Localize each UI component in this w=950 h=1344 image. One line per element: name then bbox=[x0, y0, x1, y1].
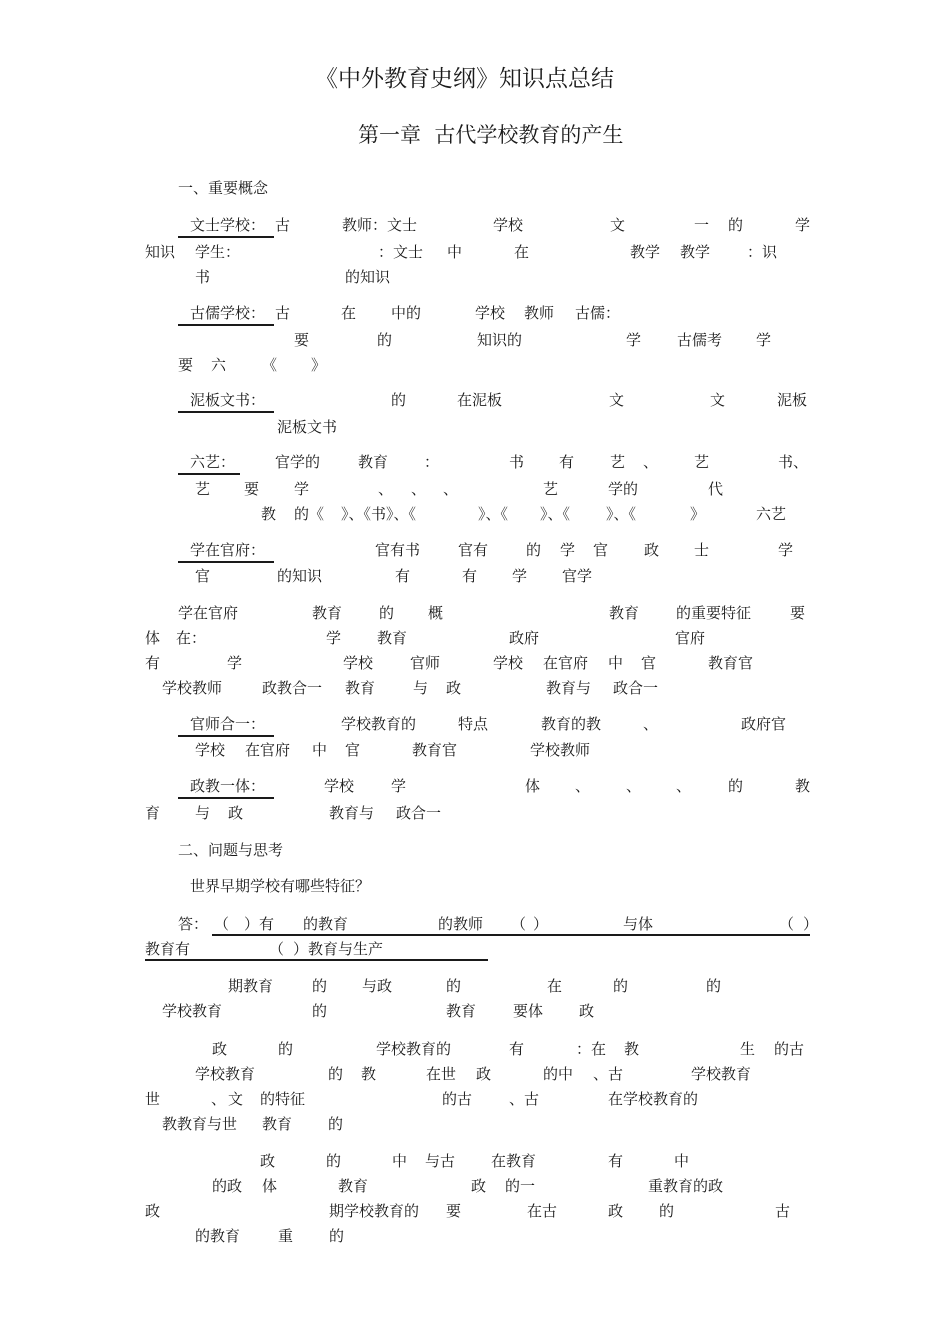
chapter-heading: 第一章 古代学校教育的产生 bbox=[358, 123, 624, 147]
text-fragment: （ bbox=[269, 940, 285, 958]
text-fragment: 在 bbox=[341, 304, 357, 322]
text-fragment: 六艺 bbox=[756, 505, 787, 523]
text-fragment: 中 bbox=[392, 1152, 408, 1170]
text-fragment: 的 bbox=[379, 604, 395, 622]
text-fragment: 特点 bbox=[458, 715, 489, 733]
text-fragment: 、 bbox=[643, 715, 659, 733]
text-fragment: 的知识 bbox=[345, 268, 391, 286]
text-fragment: 有 bbox=[608, 1152, 624, 1170]
text-fragment: 》、《书》、《 bbox=[341, 505, 417, 523]
text-fragment: 文 bbox=[228, 1090, 244, 1108]
text-fragment: 教 bbox=[795, 777, 811, 795]
text-fragment: 官师 bbox=[410, 654, 441, 672]
text-fragment: 、 bbox=[378, 480, 394, 498]
text-fragment: 学在官府 bbox=[178, 604, 239, 622]
text-fragment: 文 bbox=[710, 391, 726, 409]
text-fragment: 、 bbox=[575, 777, 591, 795]
text-fragment: 官 bbox=[195, 567, 211, 585]
text-fragment: 政 bbox=[446, 679, 462, 697]
text-fragment: 政 bbox=[644, 541, 660, 559]
text-fragment: 文 bbox=[609, 391, 625, 409]
text-fragment: 六 bbox=[211, 356, 227, 374]
question-text: 世界早期学校有哪些特征？ bbox=[190, 877, 371, 895]
text-fragment: 的 bbox=[613, 977, 629, 995]
text-fragment: 教育的教 bbox=[541, 715, 602, 733]
text-fragment: 、 bbox=[626, 777, 642, 795]
text-fragment: 书 bbox=[195, 268, 211, 286]
text-fragment: 学校教育的 bbox=[376, 1040, 452, 1058]
text-fragment: 、 bbox=[643, 453, 659, 471]
text-fragment: 学 bbox=[326, 629, 342, 647]
text-fragment: ） bbox=[533, 915, 549, 933]
text-fragment: 政合一 bbox=[613, 679, 659, 697]
text-fragment: ：文士 bbox=[378, 243, 424, 261]
text-fragment: 的 bbox=[526, 541, 542, 559]
text-fragment: 的一 bbox=[505, 1177, 536, 1195]
text-fragment: 古 bbox=[275, 304, 291, 322]
term-label: 泥板文书： bbox=[190, 391, 266, 409]
term-underline bbox=[178, 561, 274, 563]
text-fragment: 古 bbox=[275, 216, 291, 234]
text-fragment: 在古 bbox=[527, 1202, 558, 1220]
text-fragment: 的教育 bbox=[303, 915, 349, 933]
text-fragment: 要 bbox=[244, 480, 260, 498]
text-fragment: 教育 bbox=[609, 604, 640, 622]
text-fragment: 有 bbox=[145, 654, 161, 672]
term-label: 六艺： bbox=[190, 453, 236, 471]
text-fragment: 的特征 bbox=[260, 1090, 306, 1108]
text-fragment: 的 bbox=[377, 331, 393, 349]
text-fragment: 学校教育的 bbox=[341, 715, 417, 733]
text-fragment: 要体 bbox=[513, 1002, 544, 1020]
text-fragment: 》 bbox=[311, 356, 327, 374]
text-fragment: 政 bbox=[212, 1040, 228, 1058]
text-fragment: 的古 bbox=[442, 1090, 473, 1108]
term-underline bbox=[178, 411, 274, 413]
text-fragment: ：在 bbox=[576, 1040, 607, 1058]
text-fragment: 在教育 bbox=[491, 1152, 537, 1170]
text-fragment: 的教育 bbox=[195, 1227, 241, 1245]
text-fragment: 期学校教育的 bbox=[329, 1202, 420, 1220]
text-fragment: 学 bbox=[227, 654, 243, 672]
text-fragment: 学 bbox=[626, 331, 642, 349]
text-fragment: 要 bbox=[790, 604, 806, 622]
text-fragment: 教教育与世 bbox=[162, 1115, 238, 1133]
text-fragment: 学 bbox=[795, 216, 811, 234]
text-fragment: 有 bbox=[509, 1040, 525, 1058]
text-fragment: 古 bbox=[775, 1202, 791, 1220]
text-fragment: 在 bbox=[514, 243, 530, 261]
text-fragment: 重 bbox=[278, 1227, 294, 1245]
text-fragment: 学 bbox=[512, 567, 528, 585]
text-fragment: 官府 bbox=[675, 629, 706, 647]
text-fragment: 的 bbox=[326, 1152, 342, 1170]
text-fragment: 教育 bbox=[377, 629, 408, 647]
text-fragment: 》、《 bbox=[540, 505, 571, 523]
text-fragment: ）有 bbox=[244, 915, 275, 933]
text-fragment: 学校 bbox=[324, 777, 355, 795]
text-fragment: 育 bbox=[145, 804, 161, 822]
section-heading: 二、问题与思考 bbox=[178, 841, 284, 859]
text-fragment: 的 bbox=[446, 977, 462, 995]
text-fragment: 政 bbox=[471, 1177, 487, 1195]
text-fragment: 在官府 bbox=[543, 654, 589, 672]
text-fragment: 教 bbox=[361, 1065, 377, 1083]
term-underline bbox=[178, 324, 274, 326]
text-fragment: 的教师 bbox=[438, 915, 484, 933]
text-fragment: 泥板 bbox=[777, 391, 808, 409]
text-fragment: 重教育的政 bbox=[648, 1177, 724, 1195]
text-fragment: 学校 bbox=[475, 304, 506, 322]
text-fragment: 古儒： bbox=[575, 304, 621, 322]
text-fragment: 学校 bbox=[493, 216, 524, 234]
text-fragment: 艺 bbox=[610, 453, 626, 471]
text-fragment: 政 bbox=[476, 1065, 492, 1083]
text-fragment: 教师 bbox=[524, 304, 555, 322]
text-fragment: 中的 bbox=[391, 304, 422, 322]
text-fragment: 生 bbox=[740, 1040, 756, 1058]
text-fragment: （ bbox=[511, 915, 527, 933]
text-fragment: 政教合一 bbox=[262, 679, 323, 697]
text-fragment: 要 bbox=[446, 1202, 462, 1220]
text-fragment: 学 bbox=[294, 480, 310, 498]
text-fragment: 政 bbox=[228, 804, 244, 822]
text-fragment: 官有书 bbox=[375, 541, 421, 559]
text-fragment: 官 bbox=[345, 741, 361, 759]
text-fragment: 的 bbox=[278, 1040, 294, 1058]
text-fragment: 教 bbox=[261, 505, 277, 523]
term-underline bbox=[178, 735, 274, 737]
text-fragment: 的 bbox=[659, 1202, 675, 1220]
text-fragment: 教育有 bbox=[145, 940, 191, 958]
text-fragment: 古儒考 bbox=[677, 331, 723, 349]
text-fragment: 教育与 bbox=[329, 804, 375, 822]
text-fragment: 的古 bbox=[774, 1040, 805, 1058]
text-fragment: 有 bbox=[559, 453, 575, 471]
term-label: 古儒学校： bbox=[190, 304, 266, 322]
text-fragment: 期教育 bbox=[228, 977, 274, 995]
text-fragment: 学校教育 bbox=[162, 1002, 223, 1020]
text-fragment: 的 bbox=[312, 1002, 328, 1020]
text-fragment: 体 bbox=[145, 629, 161, 647]
text-fragment: 有 bbox=[462, 567, 478, 585]
text-fragment: 、 bbox=[443, 480, 459, 498]
text-fragment: 与政 bbox=[362, 977, 393, 995]
text-fragment: 教 bbox=[624, 1040, 640, 1058]
text-fragment: 学校教师 bbox=[162, 679, 223, 697]
text-fragment: 教育 bbox=[262, 1115, 293, 1133]
text-fragment: 政府 bbox=[509, 629, 540, 647]
term-underline bbox=[178, 236, 274, 238]
text-fragment: 概 bbox=[428, 604, 444, 622]
text-fragment: 在学校教育的 bbox=[608, 1090, 699, 1108]
text-fragment: 学校 bbox=[195, 741, 226, 759]
text-fragment: 世 bbox=[145, 1090, 161, 1108]
text-fragment: 学校教师 bbox=[530, 741, 591, 759]
text-fragment: 在泥板 bbox=[457, 391, 503, 409]
text-fragment: 书、 bbox=[778, 453, 809, 471]
text-fragment: 在： bbox=[176, 629, 207, 647]
text-fragment: 、 bbox=[411, 480, 427, 498]
text-fragment: 在官府 bbox=[245, 741, 291, 759]
text-fragment: 泥板文书 bbox=[277, 418, 338, 436]
text-fragment: （ bbox=[779, 915, 795, 933]
text-fragment: 学校教育 bbox=[691, 1065, 752, 1083]
text-fragment: 官 bbox=[593, 541, 609, 559]
text-fragment: 教学 bbox=[680, 243, 711, 261]
text-fragment: 官学 bbox=[562, 567, 593, 585]
text-fragment: 官学的 bbox=[275, 453, 321, 471]
text-fragment: 体 bbox=[525, 777, 541, 795]
text-fragment: 的政 bbox=[212, 1177, 243, 1195]
text-fragment: 一 bbox=[694, 216, 710, 234]
text-fragment: 与古 bbox=[425, 1152, 456, 1170]
text-fragment: 与 bbox=[413, 679, 429, 697]
text-fragment: 教育 bbox=[312, 604, 343, 622]
answer-underline bbox=[212, 934, 810, 936]
term-label: 文士学校： bbox=[190, 216, 266, 234]
text-fragment: 教学 bbox=[630, 243, 661, 261]
text-fragment: 艺 bbox=[543, 480, 559, 498]
text-fragment: 政 bbox=[260, 1152, 276, 1170]
text-fragment: 文 bbox=[610, 216, 626, 234]
text-fragment: ： bbox=[424, 453, 440, 471]
text-fragment: ） bbox=[803, 915, 819, 933]
text-fragment: 教育官 bbox=[412, 741, 458, 759]
text-fragment: 、古 bbox=[509, 1090, 540, 1108]
text-fragment: ）教育与生产 bbox=[293, 940, 384, 958]
text-fragment: 的 bbox=[328, 1115, 344, 1133]
text-fragment: ：识 bbox=[747, 243, 778, 261]
text-fragment: 的《 bbox=[294, 505, 325, 523]
text-fragment: 中 bbox=[608, 654, 624, 672]
text-fragment: 学校 bbox=[493, 654, 524, 672]
text-fragment: 有 bbox=[395, 567, 411, 585]
text-fragment: 官 bbox=[641, 654, 657, 672]
text-fragment: 的知识 bbox=[277, 567, 323, 585]
text-fragment: 艺 bbox=[195, 480, 211, 498]
text-fragment: 政 bbox=[145, 1202, 161, 1220]
text-fragment: 学 bbox=[560, 541, 576, 559]
text-fragment: 政 bbox=[579, 1002, 595, 1020]
text-fragment: 与体 bbox=[623, 915, 654, 933]
document-title: 《中外教育史纲》知识点总结 bbox=[315, 66, 614, 92]
text-fragment: 士 bbox=[694, 541, 710, 559]
text-fragment: 与 bbox=[195, 804, 211, 822]
term-underline bbox=[178, 473, 240, 475]
text-fragment: 政合一 bbox=[396, 804, 442, 822]
term-underline bbox=[178, 797, 274, 799]
text-fragment: 政府官 bbox=[741, 715, 787, 733]
text-fragment: 在世 bbox=[426, 1065, 457, 1083]
text-fragment: 知识 bbox=[145, 243, 176, 261]
text-fragment: 的 bbox=[728, 777, 744, 795]
text-fragment: 中 bbox=[674, 1152, 690, 1170]
text-fragment: 政 bbox=[608, 1202, 624, 1220]
text-fragment: 教育 bbox=[358, 453, 389, 471]
text-fragment: 》、《 bbox=[606, 505, 637, 523]
text-fragment: 学的 bbox=[608, 480, 639, 498]
text-fragment: 学 bbox=[756, 331, 772, 349]
text-fragment: 教育 bbox=[345, 679, 376, 697]
text-fragment: 的重要特征 bbox=[676, 604, 752, 622]
text-fragment: 的 bbox=[312, 977, 328, 995]
text-fragment: 书 bbox=[509, 453, 525, 471]
answer-underline bbox=[145, 959, 488, 961]
term-label: 官师合一： bbox=[190, 715, 266, 733]
text-fragment: 艺 bbox=[694, 453, 710, 471]
text-fragment: 知识的 bbox=[477, 331, 523, 349]
text-fragment: 、 bbox=[676, 777, 692, 795]
text-fragment: 的 bbox=[706, 977, 722, 995]
text-fragment: 教师：文士 bbox=[342, 216, 418, 234]
text-fragment: 学 bbox=[778, 541, 794, 559]
text-fragment: 教育与 bbox=[546, 679, 592, 697]
text-fragment: 中 bbox=[447, 243, 463, 261]
text-fragment: （ bbox=[214, 915, 230, 933]
text-fragment: 教育 bbox=[338, 1177, 369, 1195]
answer-label: 答： bbox=[178, 915, 209, 933]
text-fragment: 教育 bbox=[446, 1002, 477, 1020]
text-fragment: 、古 bbox=[593, 1065, 624, 1083]
text-fragment: 官有 bbox=[458, 541, 489, 559]
text-fragment: 《 bbox=[262, 356, 278, 374]
text-fragment: 学校教育 bbox=[195, 1065, 256, 1083]
text-fragment: 的 bbox=[728, 216, 744, 234]
text-fragment: 要 bbox=[178, 356, 194, 374]
text-fragment: 学校 bbox=[343, 654, 374, 672]
text-fragment: 体 bbox=[262, 1177, 278, 1195]
text-fragment: 的中 bbox=[543, 1065, 574, 1083]
term-label: 学在官府： bbox=[190, 541, 266, 559]
term-label: 政教一体： bbox=[190, 777, 266, 795]
text-fragment: 的 bbox=[329, 1227, 345, 1245]
text-fragment: 》、《 bbox=[478, 505, 509, 523]
text-fragment: 的 bbox=[328, 1065, 344, 1083]
text-fragment: 代 bbox=[708, 480, 724, 498]
text-fragment: 学生： bbox=[195, 243, 241, 261]
text-fragment: 中 bbox=[312, 741, 328, 759]
section-heading: 一、重要概念 bbox=[178, 179, 269, 197]
text-fragment: 学 bbox=[391, 777, 407, 795]
text-fragment: 》 bbox=[690, 505, 706, 523]
text-fragment: 教育官 bbox=[708, 654, 754, 672]
text-fragment: 在 bbox=[547, 977, 563, 995]
text-fragment: 、 bbox=[211, 1090, 227, 1108]
text-fragment: 的 bbox=[391, 391, 407, 409]
text-fragment: 要 bbox=[294, 331, 310, 349]
